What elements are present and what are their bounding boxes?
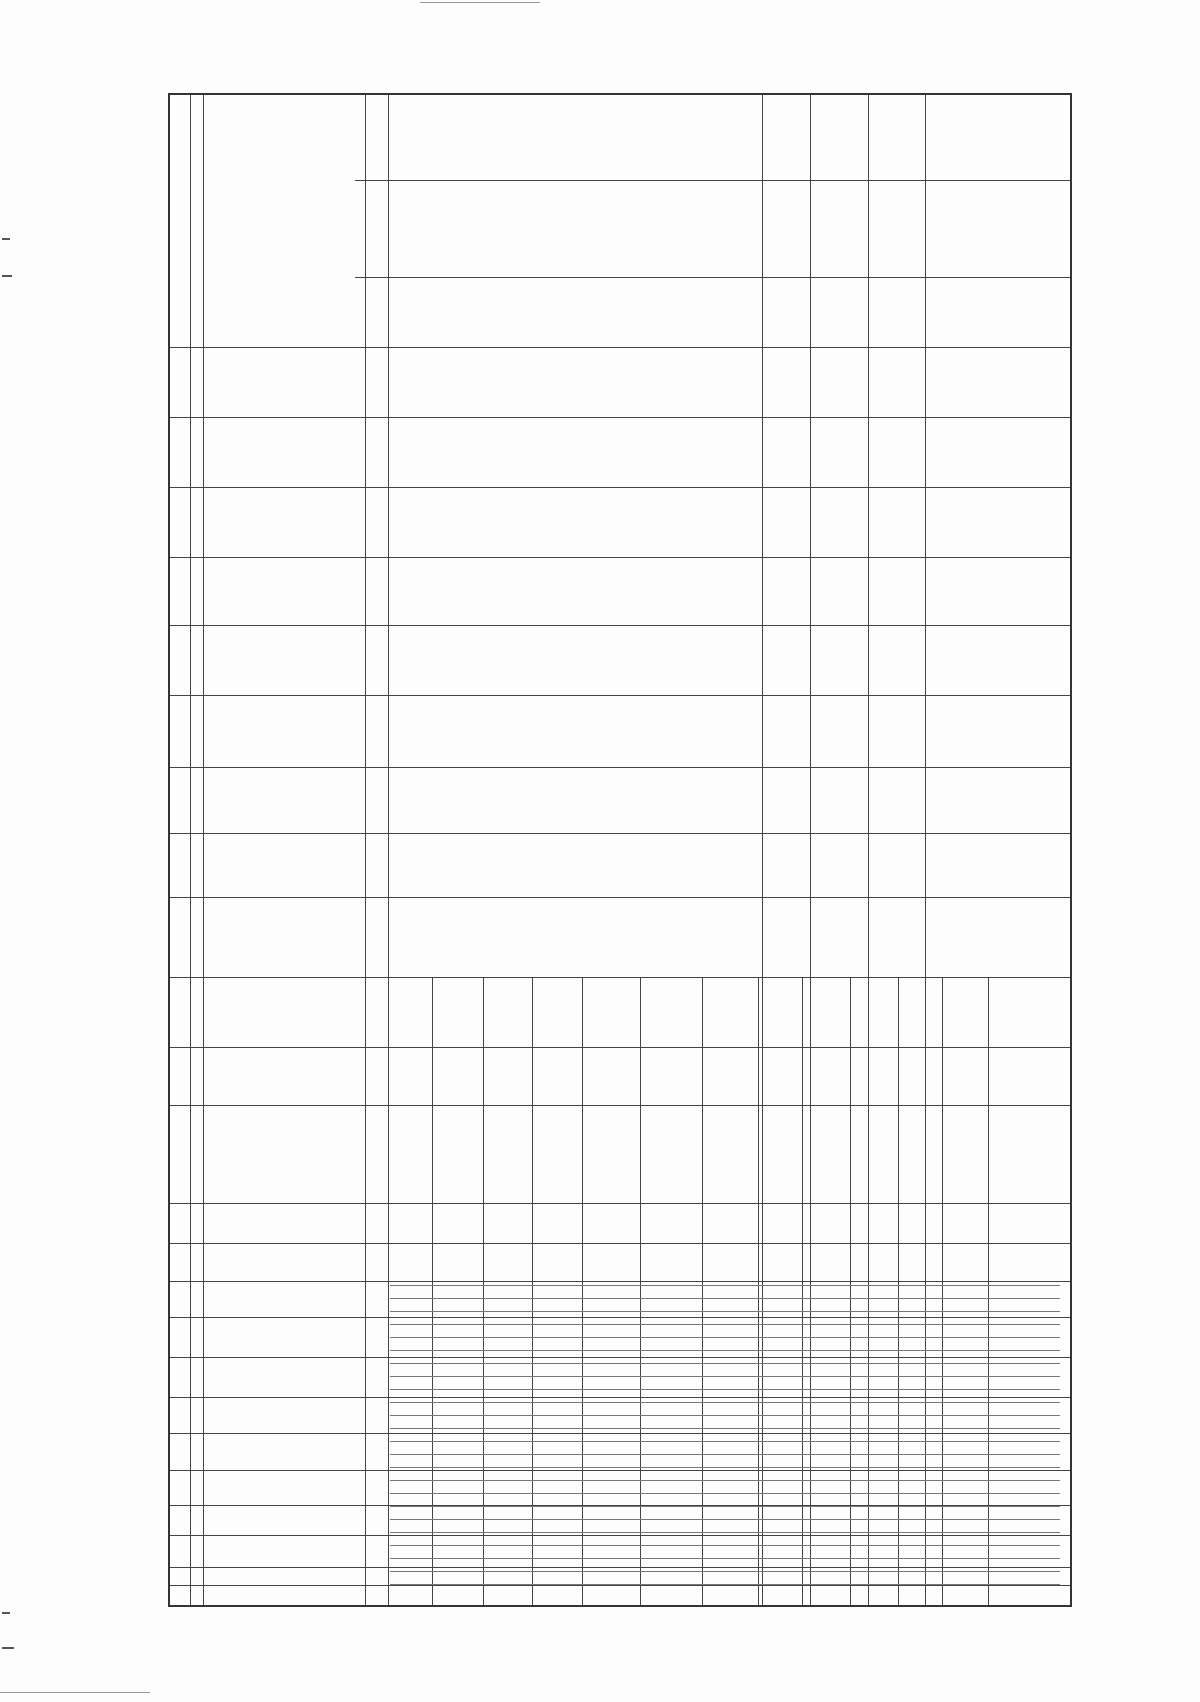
row-unit bbox=[680, 745, 720, 805]
data-row-separator bbox=[640, 977, 641, 1605]
data-row-separator bbox=[758, 977, 759, 1605]
table-hline bbox=[170, 1433, 1070, 1434]
table-hline bbox=[170, 1047, 1070, 1048]
blank-code-line bbox=[390, 1285, 1060, 1286]
data-row-separator bbox=[898, 977, 899, 1605]
row-value-y2024 bbox=[392, 300, 432, 320]
row-value-y2024 bbox=[600, 300, 640, 320]
row-value-y2024 bbox=[443, 300, 483, 320]
row-value-target bbox=[762, 155, 802, 175]
table-hline bbox=[355, 180, 1070, 181]
row-value-y2024 bbox=[810, 300, 850, 320]
row-value-y2025 bbox=[810, 230, 850, 250]
data-row-separator bbox=[988, 977, 989, 1605]
additional-code-header bbox=[170, 1140, 210, 1260]
row-value-y2025 bbox=[542, 230, 582, 250]
row-value-y2021 bbox=[718, 510, 758, 530]
data-row-separator bbox=[532, 977, 533, 1605]
row-value-y2025 bbox=[948, 230, 988, 250]
blank-code-line bbox=[390, 1519, 1060, 1520]
blank-code-line bbox=[390, 1493, 1060, 1494]
blank-code-line bbox=[390, 1298, 1060, 1299]
row-unit bbox=[828, 745, 868, 805]
table-hline bbox=[170, 1535, 1070, 1536]
scan-edge-mark-left-1 bbox=[2, 238, 10, 240]
blank-code-line bbox=[390, 1363, 1060, 1364]
blank-code-line bbox=[390, 1480, 1060, 1481]
row-value-y2025 bbox=[600, 230, 640, 250]
row-value-y2024 bbox=[662, 300, 702, 320]
row-value-y2023 bbox=[810, 370, 850, 390]
blank-code-line bbox=[390, 1389, 1060, 1390]
blank-code-line bbox=[390, 1584, 1060, 1585]
table-vline bbox=[365, 95, 366, 1605]
table-vline bbox=[203, 95, 204, 1605]
scan-edge-mark-left-4 bbox=[2, 1647, 14, 1649]
row-value-y2022 bbox=[762, 440, 802, 460]
blank-code-line bbox=[390, 1558, 1060, 1559]
data-row-separator bbox=[483, 977, 484, 1605]
table-hline bbox=[355, 277, 1070, 278]
row-unit bbox=[618, 745, 658, 805]
row-unit bbox=[560, 745, 600, 805]
row-value-y2025 bbox=[902, 230, 942, 250]
row-value-y2024 bbox=[718, 300, 758, 320]
year-2023-header bbox=[270, 330, 310, 410]
data-row-separator bbox=[702, 977, 703, 1605]
row-name bbox=[659, 846, 721, 986]
row-value-y2022 bbox=[392, 440, 432, 460]
row-value-y2022 bbox=[810, 440, 850, 460]
row-unit bbox=[736, 745, 776, 805]
row-unit bbox=[510, 745, 550, 805]
blank-code-line bbox=[390, 1545, 1060, 1546]
row-value-y2018 bbox=[718, 720, 758, 740]
scan-edge-mark-left-3 bbox=[2, 1612, 10, 1614]
row-unit bbox=[410, 745, 450, 805]
row-value-y2022 bbox=[600, 440, 640, 460]
blank-code-line bbox=[390, 1441, 1060, 1442]
table-hline bbox=[170, 1357, 1070, 1358]
blank-code-line bbox=[390, 1415, 1060, 1416]
row-value-y2023 bbox=[662, 370, 702, 390]
row-value-y2024 bbox=[902, 300, 942, 320]
row-name bbox=[945, 846, 1007, 986]
row-value-y2025 bbox=[718, 230, 758, 250]
row-value-y2024 bbox=[858, 300, 898, 320]
blank-code-line bbox=[390, 1506, 1060, 1507]
row-value-y2022 bbox=[858, 440, 898, 460]
row-value-y2023 bbox=[542, 370, 582, 390]
row-value-y2023 bbox=[443, 370, 483, 390]
blank-code-line bbox=[390, 1532, 1060, 1533]
blank-code-line bbox=[390, 1467, 1060, 1468]
row-value-y2023 bbox=[600, 370, 640, 390]
data-row-separator bbox=[432, 977, 433, 1605]
row-name bbox=[539, 846, 601, 986]
blank-code-line bbox=[390, 1428, 1060, 1429]
row-value-y2024 bbox=[948, 300, 988, 320]
blank-code-line bbox=[390, 1376, 1060, 1377]
table-hline bbox=[170, 1567, 1070, 1568]
budget-codes-header bbox=[170, 1385, 210, 1505]
year-2020-header bbox=[270, 538, 310, 618]
row-value-y2023 bbox=[858, 370, 898, 390]
target-value-header bbox=[170, 85, 210, 205]
row-unit bbox=[920, 745, 960, 805]
row-unit bbox=[876, 745, 916, 805]
blank-code-line bbox=[390, 1454, 1060, 1455]
row-value-y2023 bbox=[948, 370, 988, 390]
scan-edge-mark-top bbox=[420, 2, 540, 3]
row-value-y2022 bbox=[542, 440, 582, 460]
unit-column-header bbox=[260, 735, 300, 835]
row-value-y2019 bbox=[718, 650, 758, 670]
row-value-target bbox=[948, 155, 988, 175]
row-unit bbox=[780, 745, 820, 805]
row-value-target bbox=[662, 155, 702, 175]
row-name bbox=[597, 846, 659, 986]
row-value-y2023 bbox=[762, 370, 802, 390]
row-value-y2022 bbox=[902, 440, 942, 460]
row-value-y2023 bbox=[492, 370, 532, 390]
row-value-y2022 bbox=[662, 440, 702, 460]
year-2022-header bbox=[270, 400, 310, 480]
row-value-y2020 bbox=[718, 578, 758, 598]
row-value-y2023 bbox=[718, 370, 758, 390]
row-unit bbox=[461, 745, 501, 805]
row-value-y2025 bbox=[662, 230, 702, 250]
blank-code-line bbox=[390, 1311, 1060, 1312]
years-header bbox=[170, 655, 210, 775]
table-hline bbox=[170, 1470, 1070, 1471]
table-hline bbox=[170, 1203, 1070, 1204]
row-value-y2022 bbox=[718, 440, 758, 460]
row-unit bbox=[966, 745, 1006, 805]
table-hline bbox=[170, 1397, 1070, 1398]
target-value-column bbox=[270, 95, 310, 175]
row-value-y2022 bbox=[492, 440, 532, 460]
data-row-separator bbox=[942, 977, 943, 1605]
table-hline bbox=[170, 1281, 1070, 1282]
scan-edge-mark-bottom bbox=[0, 1692, 150, 1693]
table-hline bbox=[170, 695, 1070, 696]
budget-indicators-table bbox=[168, 93, 1072, 1607]
row-value-y2022 bbox=[443, 440, 483, 460]
row-value-y2024 bbox=[492, 300, 532, 320]
row-value-y2025 bbox=[858, 230, 898, 250]
blank-code-line bbox=[390, 1402, 1060, 1403]
row-value-target bbox=[542, 155, 582, 175]
row-value-y2025 bbox=[492, 230, 532, 250]
table-hline bbox=[170, 1585, 1070, 1586]
scan-edge-mark-left-2 bbox=[2, 275, 12, 277]
row-value-y2025 bbox=[443, 230, 483, 250]
blank-code-line bbox=[390, 1571, 1060, 1572]
row-value-y2023 bbox=[392, 370, 432, 390]
blank-code-line bbox=[390, 1350, 1060, 1351]
row-value-y2025 bbox=[762, 230, 802, 250]
blank-code-line bbox=[390, 1337, 1060, 1338]
data-row-separator bbox=[582, 977, 583, 1605]
row-value-y2024 bbox=[762, 300, 802, 320]
row-value-y2022 bbox=[948, 440, 988, 460]
row-value-y2023 bbox=[902, 370, 942, 390]
table-vline bbox=[190, 95, 191, 1605]
data-row-separator bbox=[850, 977, 851, 1605]
row-value-y2024 bbox=[542, 300, 582, 320]
row-value-y2025 bbox=[392, 230, 432, 250]
year-2024-header bbox=[270, 260, 310, 340]
blank-code-line bbox=[390, 1324, 1060, 1325]
table-hline bbox=[170, 1105, 1070, 1106]
table-hline bbox=[170, 1243, 1070, 1244]
name-column-header bbox=[220, 825, 320, 985]
table-hline bbox=[170, 1317, 1070, 1318]
page-number bbox=[121, 833, 161, 863]
data-row-separator bbox=[802, 977, 803, 1605]
